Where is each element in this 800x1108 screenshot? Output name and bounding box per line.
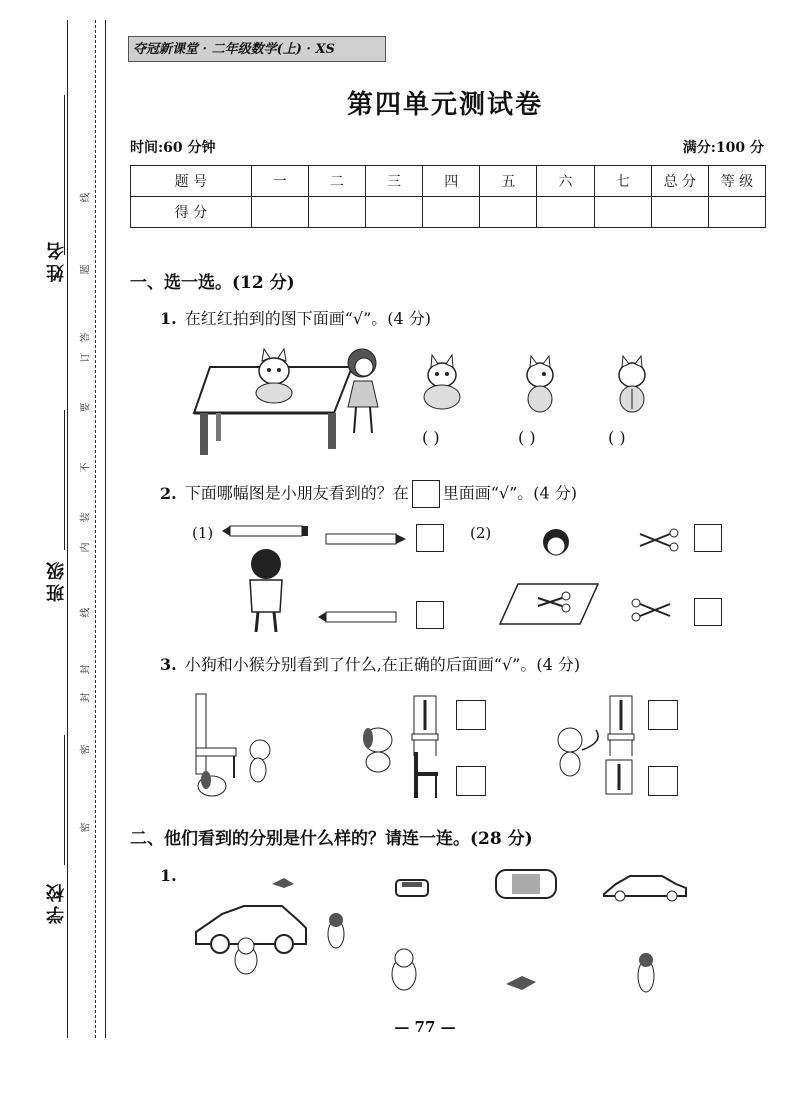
checkbox-monkey-a[interactable]	[648, 700, 678, 730]
cat-option-back	[619, 356, 645, 412]
score-table	[130, 165, 766, 228]
table-cell: 四	[423, 166, 480, 197]
fold-line-char: 线	[80, 607, 92, 618]
margin-line-dashed	[95, 20, 96, 1038]
class-blank[interactable]	[64, 410, 65, 550]
checkbox-dog-a[interactable]	[456, 700, 486, 730]
checkbox-scissors-b[interactable]	[694, 598, 722, 626]
checkbox-pencil-b[interactable]	[416, 601, 444, 629]
dog-monkey-chair-illustration	[192, 690, 692, 810]
score-cell[interactable]	[366, 197, 423, 228]
bird-option-c	[638, 953, 654, 992]
cat-option-front	[424, 355, 460, 409]
fold-line-char: 封	[80, 692, 92, 703]
question-number: 1.	[160, 309, 177, 328]
chair-option-front-a	[412, 696, 438, 756]
question-text: 在红红拍到的图下面画“√”。(4 分)	[184, 309, 432, 328]
table-cell: 二	[308, 166, 365, 197]
full-score: 满分:100 分	[682, 140, 764, 156]
table-cell: 题 号	[131, 166, 252, 197]
fold-line-char: 密	[80, 744, 92, 755]
table-cell: 总 分	[651, 166, 708, 197]
margin-line-inner	[105, 20, 106, 1038]
series-tag: 夺冠新课堂 · 二年级数学(上) · XS	[128, 36, 386, 62]
fold-line-char: 答	[80, 332, 92, 343]
score-table-header-row	[131, 166, 766, 197]
bird-option-b	[506, 976, 536, 990]
sub-label-2: (2)	[470, 524, 492, 542]
score-cell[interactable]	[480, 197, 537, 228]
score-cell[interactable]	[594, 197, 651, 228]
question-1-1	[160, 306, 431, 329]
question-number: 3.	[160, 655, 177, 674]
score-cell[interactable]	[651, 197, 708, 228]
table-cell: 一	[251, 166, 308, 197]
cat-option-side	[527, 356, 553, 412]
car-side-option	[604, 876, 686, 901]
question-text: 下面哪幅图是小朋友看到的？在	[184, 483, 409, 503]
inline-box-sample	[412, 480, 440, 508]
question-text: 里面画“√”。(4 分)	[442, 483, 578, 503]
fold-line-char: 封	[80, 664, 92, 675]
table-cell: 等 级	[708, 166, 765, 197]
checkbox-scissors-a[interactable]	[694, 524, 722, 552]
page-title: 第四单元测试卷	[346, 90, 543, 120]
table-cell: 五	[480, 166, 537, 197]
girl-scissors-illustration	[500, 520, 700, 640]
fold-line-char: 内	[80, 542, 92, 553]
table-cell: 七	[594, 166, 651, 197]
answer-paren-b[interactable]: ( )	[518, 428, 536, 447]
table-cell: 三	[366, 166, 423, 197]
car-top-option	[496, 870, 556, 898]
score-cell[interactable]	[537, 197, 594, 228]
fold-line-char: 订	[80, 352, 92, 363]
score-table-score-row	[131, 197, 766, 228]
school-blank[interactable]	[64, 735, 65, 865]
question-number: 2.	[160, 483, 177, 503]
table-cell: 得 分	[131, 197, 252, 228]
checkbox-monkey-b[interactable]	[648, 766, 678, 796]
question-text: 小狗和小猴分别看到了什么,在正确的后面画“√”。(4 分)	[184, 655, 581, 674]
boy-pencil-illustration	[222, 520, 422, 640]
name-label: 姓名	[46, 238, 67, 282]
answer-paren-c[interactable]: ( )	[608, 428, 626, 447]
school-label: 学校	[46, 880, 67, 924]
checkbox-pencil-a[interactable]	[416, 524, 444, 552]
question-number: 1.	[160, 866, 177, 885]
question-2-1	[160, 866, 185, 885]
car-front-option	[396, 880, 428, 896]
question-1-3	[160, 652, 580, 675]
score-cell[interactable]	[423, 197, 480, 228]
fold-line-char: 要	[80, 402, 92, 413]
section2-heading: 二、他们看到的分别是什么样的？请连一连。(28 分)	[130, 829, 533, 849]
chair-option-back-a	[414, 752, 438, 798]
chair-option-back-b	[606, 760, 632, 794]
fold-line-char: 题	[80, 264, 92, 275]
answer-paren-a[interactable]: ( )	[422, 428, 440, 447]
fold-line-char: 密	[80, 822, 92, 833]
score-cell[interactable]	[708, 197, 765, 228]
chair-option-front-b	[608, 696, 634, 756]
fold-line-char: 线	[80, 192, 92, 203]
class-label: 班级	[46, 558, 67, 602]
fold-line-char: 装	[80, 512, 92, 523]
car-birds-matching-illustration	[192, 864, 692, 1004]
question-1-2	[160, 480, 577, 508]
time-limit: 时间:60 分钟	[130, 140, 216, 156]
sub-label-1: (1)	[192, 524, 214, 542]
score-cell[interactable]	[308, 197, 365, 228]
page-number: — 77 —	[394, 1018, 456, 1036]
checkbox-dog-b[interactable]	[456, 766, 486, 796]
table-cell: 六	[537, 166, 594, 197]
section1-heading: 一、选一选。(12 分)	[130, 273, 295, 293]
bird-option-a	[392, 949, 416, 990]
fold-line-char: 不	[80, 462, 92, 473]
score-cell[interactable]	[251, 197, 308, 228]
